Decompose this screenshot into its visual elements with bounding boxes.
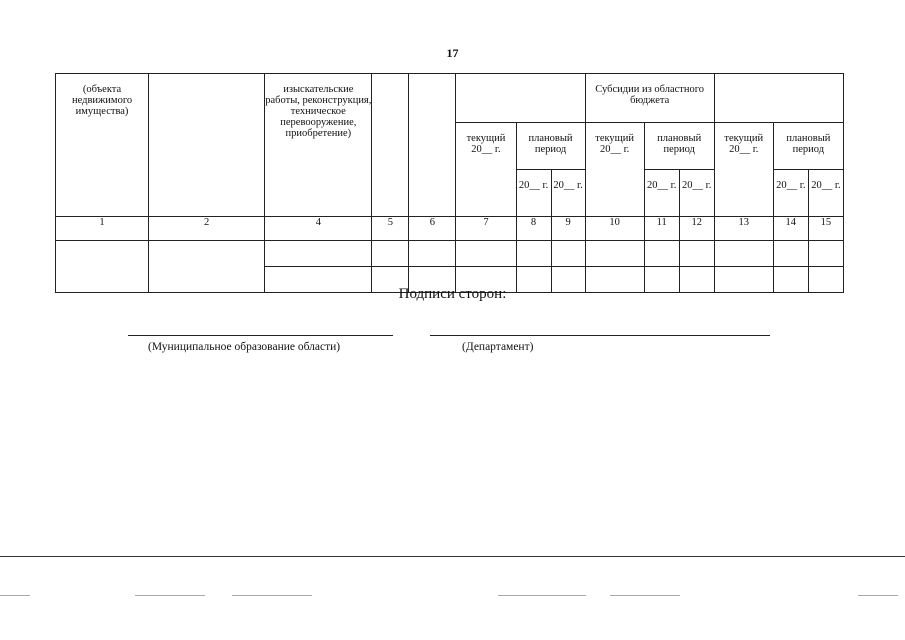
table-cell — [714, 241, 773, 267]
table-row — [56, 241, 844, 267]
table-cell — [56, 241, 149, 293]
header-col5 — [372, 74, 409, 217]
signature-line-right — [430, 335, 770, 336]
column-number: 11 — [644, 217, 679, 241]
header-current-year-3: текущий 20__ г. — [714, 123, 773, 217]
table-cell — [456, 241, 516, 267]
header-current-year-2: текущий 20__ г. — [585, 123, 644, 217]
signature-label-left: (Муниципальное образование области) — [148, 341, 341, 353]
header-year: 20__ г. — [808, 170, 843, 217]
header-year: 20__ г. — [679, 170, 714, 217]
column-number: 8 — [516, 217, 551, 241]
table-cell — [409, 241, 456, 267]
column-number: 7 — [456, 217, 516, 241]
table-cell — [516, 241, 551, 267]
column-number-row — [56, 217, 844, 241]
scan-artifact — [0, 595, 30, 596]
bottom-rule — [0, 556, 905, 557]
column-number: 5 — [372, 217, 409, 241]
scan-artifact — [858, 595, 898, 596]
header-col2 — [149, 74, 265, 217]
header-object: (объекта недвижимого имущества) — [56, 74, 149, 217]
header-subsidy-group: Субсидии из областного бюджета — [585, 74, 714, 123]
table-cell — [585, 241, 644, 267]
signature-line-left — [128, 335, 393, 336]
table-cell — [679, 241, 714, 267]
header-year: 20__ г. — [551, 170, 585, 217]
header-current-year-1: текущий 20__ г. — [456, 123, 516, 217]
column-number: 14 — [773, 217, 808, 241]
column-number: 15 — [808, 217, 843, 241]
header-group-3 — [714, 74, 843, 123]
table-cell — [149, 241, 265, 293]
column-number: 6 — [409, 217, 456, 241]
signatures-title: Подписи сторон: — [398, 286, 507, 302]
header-year: 20__ г. — [644, 170, 679, 217]
scan-artifact — [135, 595, 205, 596]
column-number: 13 — [714, 217, 773, 241]
column-number: 12 — [679, 217, 714, 241]
column-number: 10 — [585, 217, 644, 241]
header-col6 — [409, 74, 456, 217]
column-number: 9 — [551, 217, 585, 241]
header-planned-1: плановый период — [516, 123, 585, 170]
header-planned-3: плановый период — [773, 123, 843, 170]
subsidy-table — [55, 73, 844, 293]
scan-artifact — [498, 595, 586, 596]
header-year: 20__ г. — [516, 170, 551, 217]
table-cell — [773, 241, 808, 267]
page-number: 17 — [446, 46, 459, 60]
table-cell — [644, 241, 679, 267]
table-cell — [808, 241, 843, 267]
column-number: 1 — [56, 217, 149, 241]
column-number: 4 — [265, 217, 372, 241]
header-group-1 — [456, 74, 585, 123]
signature-label-right: (Департамент) — [462, 341, 534, 353]
scan-artifact — [232, 595, 312, 596]
table-cell — [372, 241, 409, 267]
scan-artifact — [610, 595, 680, 596]
header-year: 20__ г. — [773, 170, 808, 217]
table-cell — [551, 241, 585, 267]
table-cell — [265, 241, 372, 267]
header-planned-2: плановый период — [644, 123, 714, 170]
column-number: 2 — [149, 217, 265, 241]
header-works: изыскательские работы, реконструкция, техническое перевооружение, приобретение) — [265, 74, 372, 217]
